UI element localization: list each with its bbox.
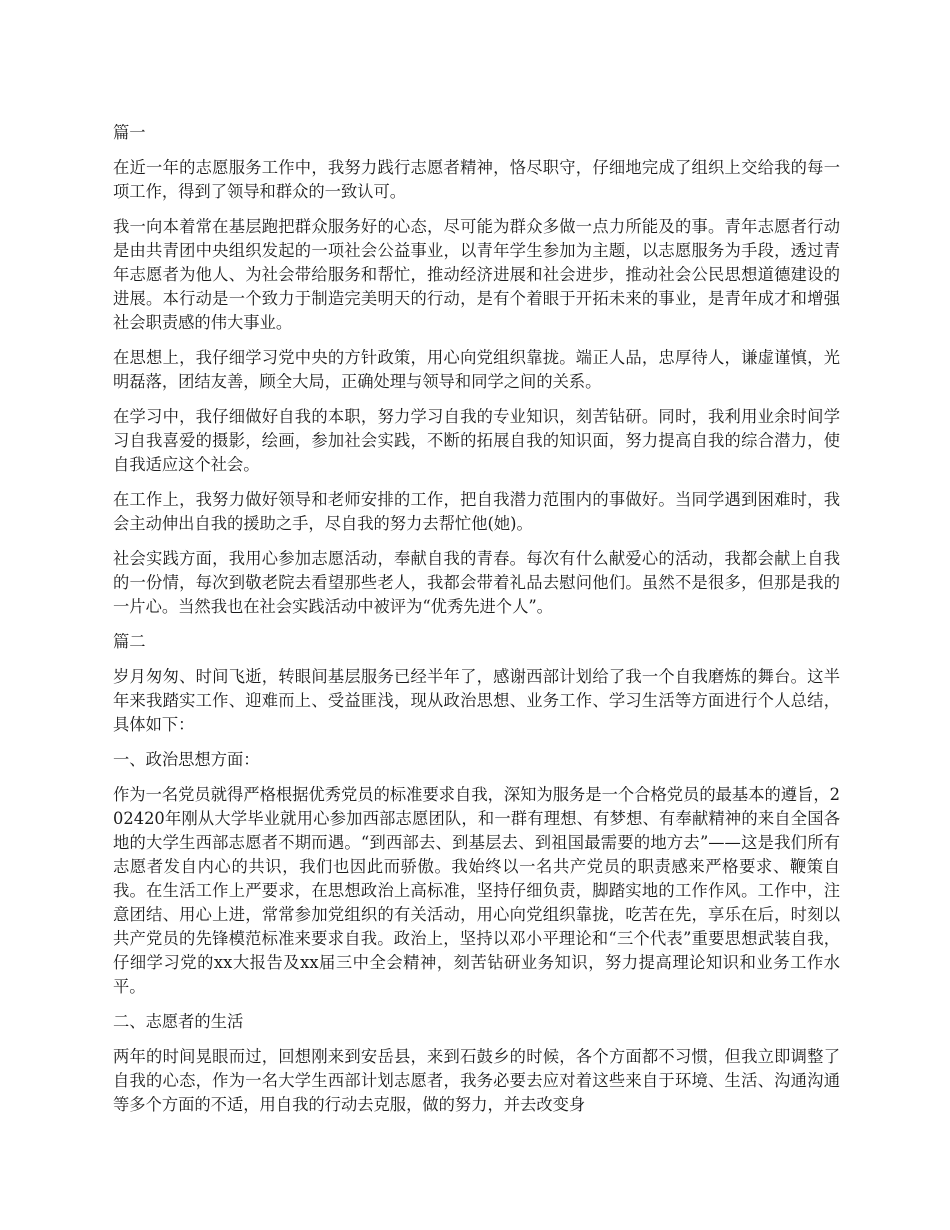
paragraph-party-member: 作为一名党员就得严格根据优秀党员的标准要求自我，深知为服务是一个合格党员的最基本的遵旨，202420年刚从大学毕业就用心参加西部志愿团队，和一群有理想、有梦想、有奉献精神的来自全国各地的大学生西部志愿者不期而遇。“到西部去、到基层去、到祖国最需要的地方去”——这是我们所有志愿者发自内心的共识，我们也因此而骄傲。我始终以一名共产党员的职责感来严格要求、鞭策自我。在生活工作上严要求，在思想政治上高标准，坚持仔细负责，脚踏实地的工作作风。工作中，注意团结、用心上进，常常参加党组织的有关活动，用心向党组织靠拢，吃苦在先，享乐在后，时刻以共产党员的先锋模范标准来要求自我。政治上，坚持以邓小平理论和“三个代表”重要思想武装自我，仔细学习党的xx大报告及xx届三中全会精神，刻苦钻研业务知识，努力提高理论知识和业务工作水平。: [113, 785, 840, 996]
paragraph-half-year-summary: 岁月匆匆、时间飞逝，转眼间基层服务已经半年了，感谢西部计划给了我一个自我磨炼的舞台。这半年来我踏实工作、迎难而上、受益匪浅，现从政治思想、业务工作、学习生活等方面进行个人总结，具体如下：: [113, 667, 840, 734]
subheading-political-thought: 一、政治思想方面：: [113, 750, 260, 769]
subheading-volunteer-life: 二、志愿者的生活: [113, 1012, 244, 1031]
paragraph-intro: 在近一年的志愿服务工作中，我努力践行志愿者精神，恪尽职守，仔细地完成了组织上交给我的每一项工作，得到了领导和群众的一致认可。: [113, 158, 840, 201]
paragraph-social-practice: 社会实践方面，我用心参加志愿活动，奉献自我的青春。每次有什么献爱心的活动，我都会献上自我的一份情，每次到敬老院去看望那些老人，我都会带着礼品去慰问他们。虽然不是很多，但那是我的一片心。当然我也在社会实践活动中被评为“优秀先进个人”。: [113, 549, 840, 616]
section-heading-part-one: 篇一: [113, 123, 146, 142]
paragraph-work: 在工作上，我努力做好领导和老师安排的工作，把自我潜力范围内的事做好。当同学遇到困难时，我会主动伸出自我的援助之手，尽自我的努力去帮忙他(她)。: [113, 490, 840, 533]
section-heading-part-two: 篇二: [113, 632, 146, 651]
paragraph-thought: 在思想上，我仔细学习党中央的方针政策，用心向党组织靠拢。端正人品，忠厚待人，谦虚谨慎，光明磊落，团结友善，顾全大局，正确处理与领导和同学之间的关系。: [113, 348, 840, 391]
paragraph-volunteer-life: 两年的时间晃眼而过，回想刚来到安岳县，来到石鼓乡的时候，各个方面都不习惯，但我立即调整了自我的心态，作为一名大学生西部计划志愿者，我务必要去应对着这些来自于环境、生活、沟通沟通等多个方面的不适，用自我的行动去克服，做的努力，并去改变身: [113, 1047, 840, 1114]
paragraph-volunteer-action: 我一向本着常在基层跑把群众服务好的心态，尽可能为群众多做一点力所能及的事。青年志愿者行动是由共青团中央组织发起的一项社会公益事业，以青年学生参加为主题，以志愿服务为手段，透过青年志愿者为他人、为社会带给服务和帮忙，推动经济进展和社会进步，推动社会公民思想道德建设的进展。本行动是一个致力于制造完美明天的行动，是有个着眼于开拓未来的事业，是青年成才和增强社会职责感的伟大事业。: [113, 217, 840, 332]
paragraph-study: 在学习中，我仔细做好自我的本职，努力学习自我的专业知识，刻苦钻研。同时，我利用业余时间学习自我喜爱的摄影，绘画，参加社会实践，不断的拓展自我的知识面，努力提高自我的综合潜力，使自我适应这个社会。: [113, 407, 840, 474]
